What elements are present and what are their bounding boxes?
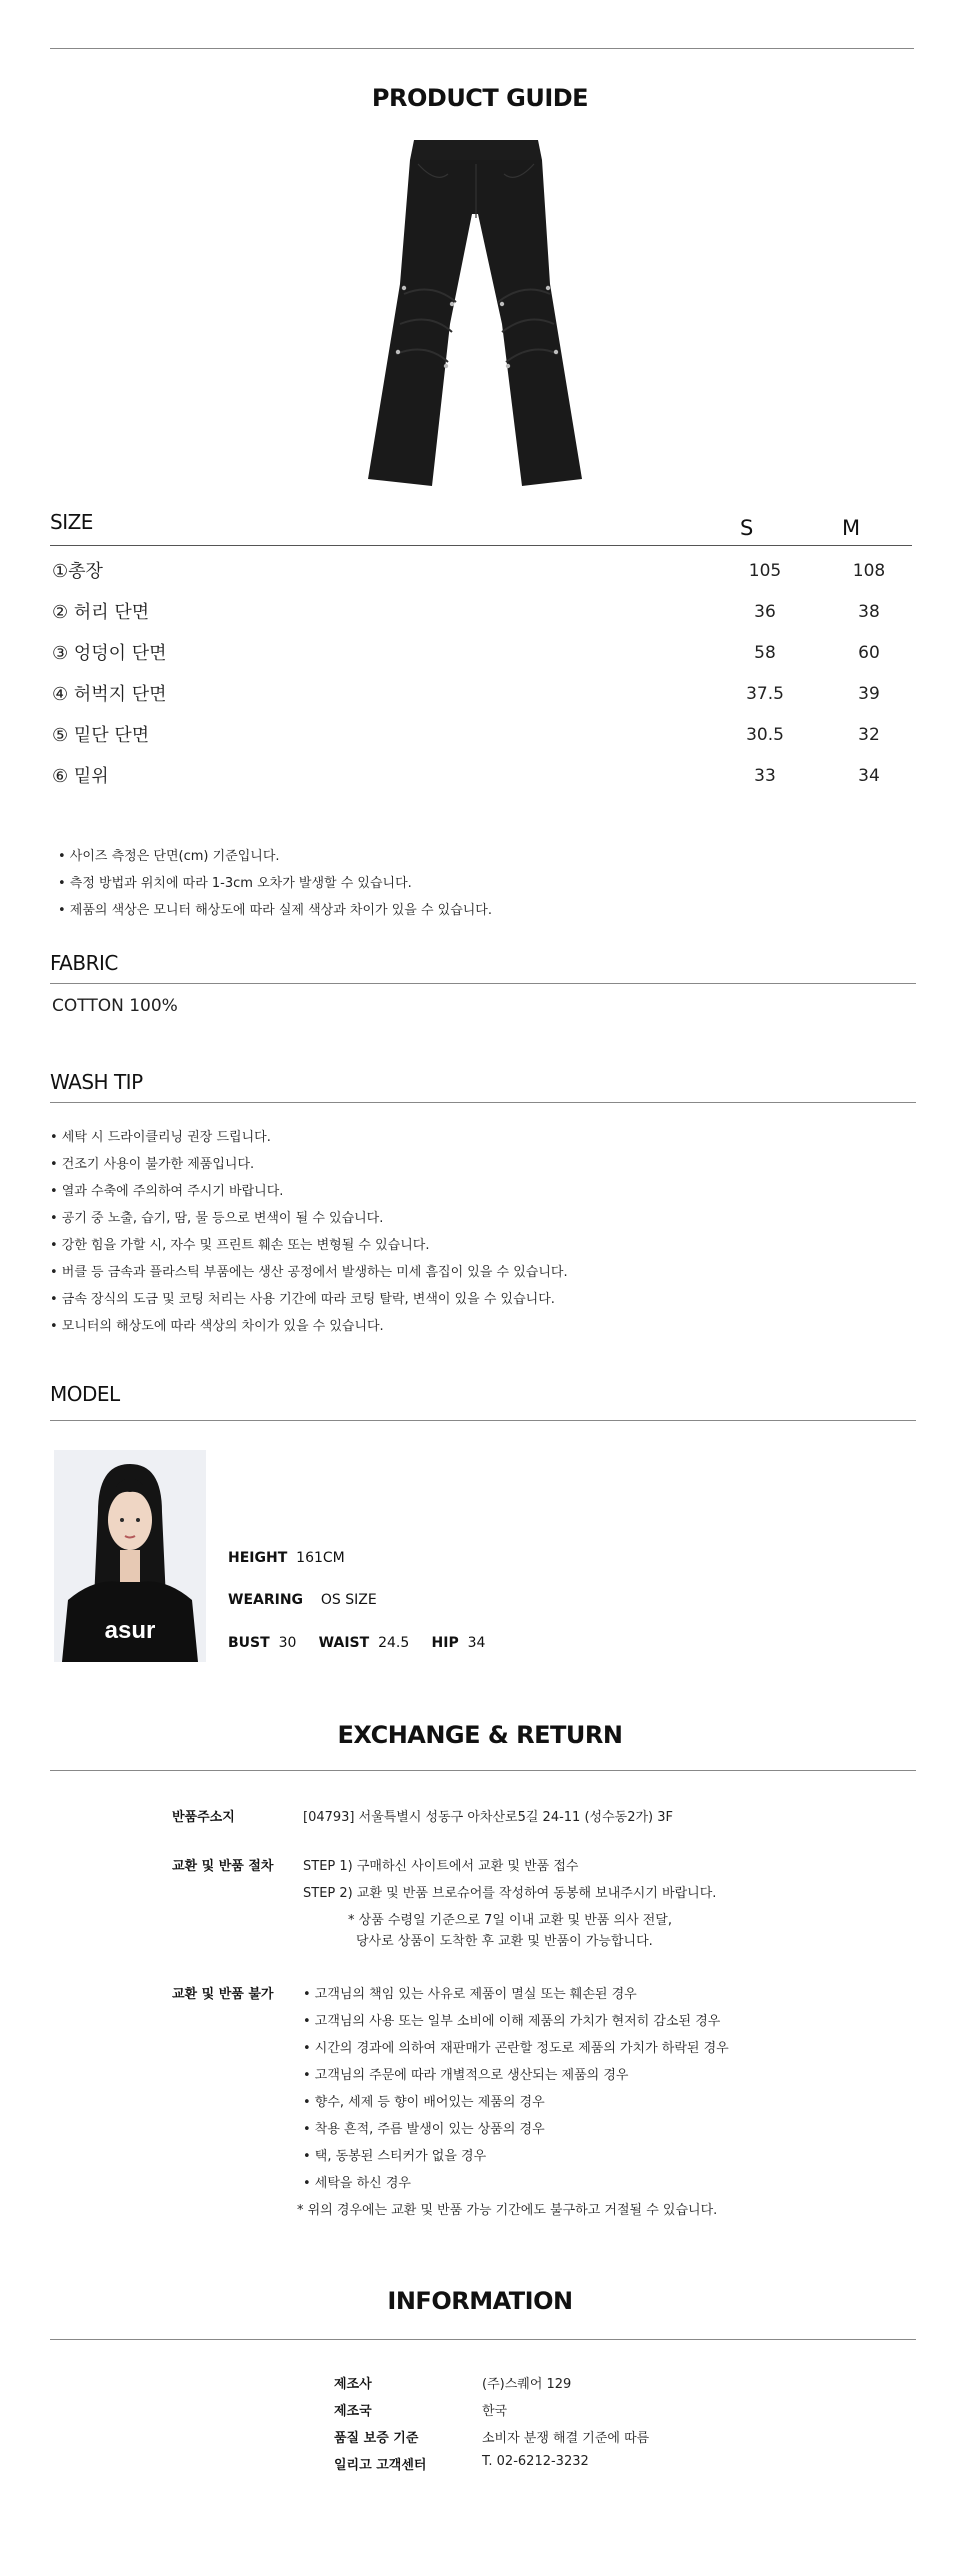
- wash-tip-item: • 금속 장식의 도금 및 코팅 처리는 사용 기간에 따라 코팅 탈락, 변색이 있을 수 있습니다.: [50, 1292, 555, 1307]
- fabric-title: FABRIC: [50, 951, 118, 975]
- exchange-unavailable-line: • 택, 동봉된 스티커가 없을 경우: [303, 2149, 487, 2164]
- exchange-address-label: 반품주소지: [172, 1810, 235, 1825]
- size-row-m: 38: [858, 602, 880, 622]
- wash-tip-item: • 건조기 사용이 불가한 제품입니다.: [50, 1157, 255, 1172]
- model-shirt-print: asur: [104, 1617, 156, 1644]
- size-note: • 측정 방법과 위치에 따라 1-3cm 오차가 발생할 수 있습니다.: [58, 876, 412, 891]
- exchange-unavailable-label: 교환 및 반품 불가: [172, 1987, 274, 2002]
- size-row-s: 36: [754, 602, 776, 622]
- exchange-unavailable-line: • 고객님의 책임 있는 사유로 제품이 멸실 또는 훼손된 경우: [303, 1987, 637, 2002]
- size-row-m: 32: [858, 725, 880, 745]
- info-value: 한국: [482, 2404, 508, 2419]
- size-row: [52, 598, 912, 628]
- model-hip-value: 34: [467, 1635, 486, 1651]
- exchange-unavailable-line: • 시간의 경과에 의하여 재판매가 곤란할 정도로 제품의 가치가 하락된 경우: [303, 2041, 729, 2056]
- size-row-s: 30.5: [746, 725, 784, 745]
- info-label: 제조사: [334, 2377, 372, 2392]
- size-row-label: ② 허리 단면: [52, 602, 150, 623]
- size-row-label: ④ 허벅지 단면: [52, 684, 167, 705]
- size-row: [52, 639, 912, 669]
- model-measurements: [228, 1635, 485, 1651]
- info-label: 일리고 고객센터: [334, 2458, 427, 2473]
- model-divider: [50, 1420, 916, 1421]
- size-row-label: ①총장: [52, 561, 103, 582]
- size-row: [52, 680, 912, 710]
- size-row-m: 39: [858, 684, 880, 704]
- size-row: [52, 557, 912, 587]
- information-divider: [50, 2339, 916, 2340]
- info-value: (주)스퀘어 129: [482, 2377, 572, 2392]
- information-title: INFORMATION: [387, 2287, 573, 2315]
- exchange-unavailable-line: • 향수, 세제 등 향이 배어있는 제품의 경우: [303, 2095, 545, 2110]
- size-col-m: M: [842, 516, 861, 540]
- exchange-divider: [50, 1770, 916, 1771]
- exchange-procedure-line: 당사로 상품이 도착한 후 교환 및 반품이 가능합니다.: [356, 1934, 653, 1949]
- exchange-unavailable-line: • 세탁을 하신 경우: [303, 2176, 411, 2191]
- model-waist-label: WAIST: [318, 1635, 370, 1651]
- wash-tip-item: • 세탁 시 드라이클리닝 권장 드립니다.: [50, 1130, 271, 1145]
- wash-tip-item: • 열과 수축에 주의하여 주시기 바랍니다.: [50, 1184, 284, 1199]
- model-wearing-label: WEARING: [228, 1592, 304, 1608]
- size-row-label: ⑥ 밑위: [52, 766, 109, 787]
- size-row: [52, 762, 912, 792]
- size-divider: [50, 545, 912, 546]
- wash-tip-item: • 공기 중 노출, 습기, 땀, 물 등으로 변색이 될 수 있습니다.: [50, 1211, 384, 1226]
- product-image-pants: [352, 134, 602, 494]
- info-label: 품질 보증 기준: [334, 2431, 419, 2446]
- info-label: 제조국: [334, 2404, 372, 2419]
- size-row-m: 60: [858, 643, 880, 663]
- info-value: 소비자 분쟁 해결 기준에 따름: [482, 2431, 650, 2446]
- wash-tip-item: • 강한 힘을 가할 시, 자수 및 프린트 훼손 또는 변형될 수 있습니다.: [50, 1238, 430, 1253]
- exchange-unavailable-line: * 위의 경우에는 교환 및 반품 가능 기간에도 불구하고 거절될 수 있습니다.: [297, 2203, 718, 2218]
- size-col-s: S: [740, 516, 754, 540]
- model-wearing: [228, 1592, 377, 1608]
- exchange-unavailable-line: • 고객님의 사용 또는 일부 소비에 이해 제품의 가치가 현저히 감소된 경우: [303, 2014, 721, 2029]
- model-title: MODEL: [50, 1382, 120, 1406]
- model-height: [228, 1550, 345, 1566]
- top-divider: [50, 48, 914, 49]
- model-waist-value: 24.5: [378, 1635, 410, 1651]
- exchange-unavailable-line: • 착용 흔적, 주름 발생이 있는 상품의 경우: [303, 2122, 545, 2137]
- model-bust-value: 30: [278, 1635, 297, 1651]
- size-row: [52, 721, 912, 751]
- exchange-address-value: [04793] 서울특별시 성동구 아차산로5길 24-11 (성수동2가) 3F: [303, 1810, 673, 1825]
- fabric-divider: [50, 983, 916, 984]
- model-bust-label: BUST: [228, 1635, 270, 1651]
- size-row-s: 58: [754, 643, 776, 663]
- size-row-s: 105: [748, 561, 782, 581]
- product-guide-title: PRODUCT GUIDE: [371, 84, 589, 112]
- size-row-label: ③ 엉덩이 단면: [52, 643, 167, 664]
- exchange-procedure-line: STEP 2) 교환 및 반품 브로슈어를 작성하여 동봉해 보내주시기 바랍니다.: [303, 1886, 717, 1901]
- size-title: SIZE: [50, 510, 93, 534]
- model-photo: [54, 1450, 206, 1662]
- fabric-value: COTTON 100%: [52, 996, 178, 1016]
- exchange-procedure-line: STEP 1) 구매하신 사이트에서 교환 및 반품 접수: [303, 1859, 579, 1874]
- model-wearing-value: OS SIZE: [320, 1592, 377, 1608]
- model-hip-label: HIP: [431, 1635, 459, 1651]
- wash-tip-item: • 버클 등 금속과 플라스틱 부품에는 생산 공정에서 발생하는 미세 흠집이 있을 수 있습니다.: [50, 1265, 568, 1280]
- size-row-m: 108: [852, 561, 886, 581]
- size-row-s: 37.5: [746, 684, 784, 704]
- exchange-procedure-label: 교환 및 반품 절차: [172, 1859, 274, 1874]
- wash-tip-title: WASH TIP: [50, 1070, 143, 1094]
- wash-tip-item: • 모니터의 해상도에 따라 색상의 차이가 있을 수 있습니다.: [50, 1319, 384, 1334]
- wash-tip-divider: [50, 1102, 916, 1103]
- model-height-label: HEIGHT: [228, 1550, 288, 1566]
- exchange-unavailable-line: • 고객님의 주문에 따라 개별적으로 생산되는 제품의 경우: [303, 2068, 629, 2083]
- model-height-value: 161CM: [296, 1550, 345, 1566]
- exchange-procedure-line: * 상품 수령일 기준으로 7일 이내 교환 및 반품 의사 전달,: [348, 1913, 672, 1928]
- size-row-s: 33: [754, 766, 776, 786]
- size-note: • 제품의 색상은 모니터 해상도에 따라 실제 색상과 차이가 있을 수 있습니다.: [58, 903, 492, 918]
- info-value: T. 02-6212-3232: [482, 2454, 589, 2469]
- size-row-label: ⑤ 밑단 단면: [52, 725, 150, 746]
- exchange-title: EXCHANGE & RETURN: [337, 1721, 623, 1749]
- size-note: • 사이즈 측정은 단면(cm) 기준입니다.: [58, 849, 280, 864]
- size-row-m: 34: [858, 766, 880, 786]
